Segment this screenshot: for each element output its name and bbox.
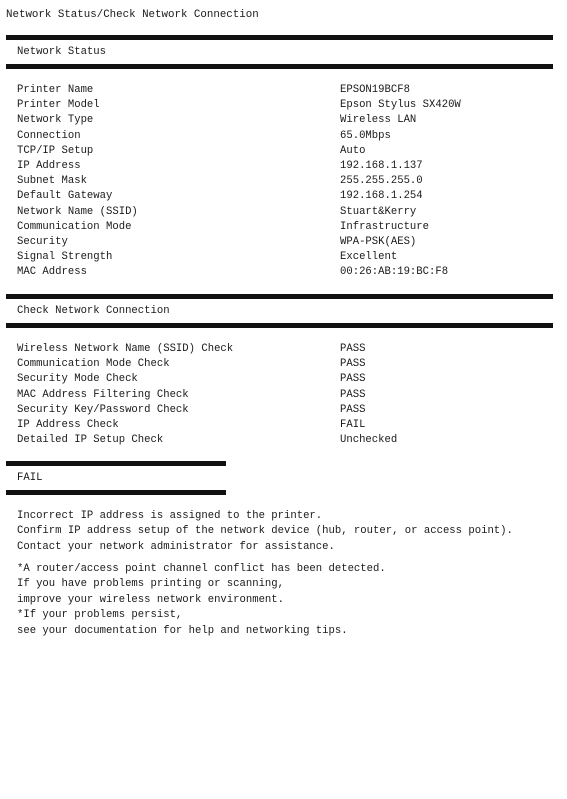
header-rule-bottom <box>6 64 553 69</box>
row-value: 192.168.1.137 <box>340 159 423 172</box>
row-key: Printer Name <box>17 84 94 96</box>
table-row <box>17 174 547 189</box>
result-title: FAIL <box>17 472 43 484</box>
table-row <box>17 403 547 418</box>
row-key: Security <box>17 235 68 248</box>
row-key: Connection <box>17 129 81 142</box>
message-line: improve your wireless network environment. <box>17 593 285 606</box>
header-rule-top <box>6 294 553 299</box>
result-message <box>17 509 557 555</box>
row-key: Communication Mode <box>17 220 132 233</box>
message-line: *If your problems persist, <box>17 609 183 622</box>
table-row <box>17 235 547 250</box>
row-key: Detailed IP Setup Check <box>17 434 164 447</box>
row-key: Network Type <box>17 114 94 127</box>
table-row <box>17 433 547 448</box>
header-rule-top <box>6 461 226 466</box>
row-key: Wireless Network Name (SSID) Check <box>17 343 234 355</box>
row-value: Infrastructure <box>340 220 430 233</box>
row-key: Security Mode Check <box>17 373 138 386</box>
table-row <box>17 159 547 174</box>
message-line: Confirm IP address setup of the network device (hub, router, or access point). <box>17 525 513 538</box>
row-value: 65.0Mbps <box>340 129 391 142</box>
table-row <box>17 189 547 204</box>
row-value: 255.255.255.0 <box>340 175 423 188</box>
row-value: PASS <box>340 403 366 416</box>
row-value: PASS <box>340 358 366 371</box>
table-row <box>17 372 547 387</box>
table-row <box>17 418 547 433</box>
table-row <box>17 83 547 98</box>
row-key: TCP/IP Setup <box>17 144 94 157</box>
network-status-header <box>6 35 553 69</box>
row-key: MAC Address <box>17 266 87 279</box>
row-value: Excellent <box>340 251 398 264</box>
page-title: Network Status/Check Network Connection <box>6 9 259 21</box>
message-line: Incorrect IP address is assigned to the printer. <box>17 510 323 522</box>
table-row <box>17 205 547 220</box>
check-connection-title: Check Network Connection <box>17 305 170 317</box>
row-value: Epson Stylus SX420W <box>340 99 461 112</box>
result-notes <box>17 562 557 639</box>
row-value: PASS <box>340 343 366 355</box>
row-key: MAC Address Filtering Check <box>17 388 189 401</box>
network-status-title: Network Status <box>17 46 107 58</box>
header-rule-bottom <box>6 323 553 328</box>
row-value: Unchecked <box>340 434 398 447</box>
row-value: PASS <box>340 373 366 386</box>
header-rule-bottom <box>6 490 226 495</box>
header-rule-top <box>6 35 553 40</box>
table-row <box>17 388 547 403</box>
row-value: Auto <box>340 144 366 157</box>
table-row <box>17 129 547 144</box>
table-row <box>17 113 547 128</box>
row-key: Signal Strength <box>17 251 113 264</box>
row-value: 00:26:AB:19:BC:F8 <box>340 266 449 279</box>
row-key: Security Key/Password Check <box>17 403 189 416</box>
row-key: Printer Model <box>17 99 100 112</box>
row-key: Network Name (SSID) <box>17 205 138 218</box>
row-key: IP Address Check <box>17 418 119 431</box>
row-key: Communication Mode Check <box>17 358 170 371</box>
check-connection-header <box>6 294 553 328</box>
row-value: Stuart&Kerry <box>340 205 417 218</box>
row-value: FAIL <box>340 418 366 431</box>
row-key: Subnet Mask <box>17 175 87 188</box>
row-value: 192.168.1.254 <box>340 190 423 203</box>
table-row <box>17 250 547 265</box>
message-line: *A router/access point channel conflict has been detected. <box>17 563 386 575</box>
check-connection-table <box>17 342 547 448</box>
table-row <box>17 357 547 372</box>
message-line: Contact your network administrator for assistance. <box>17 540 335 553</box>
table-row <box>17 220 547 235</box>
table-row <box>17 265 547 280</box>
row-value: Wireless LAN <box>340 114 417 127</box>
network-status-table <box>17 83 547 280</box>
row-key: Default Gateway <box>17 190 113 203</box>
message-line: If you have problems printing or scanning, <box>17 578 285 591</box>
table-row <box>17 98 547 113</box>
row-value: EPSON19BCF8 <box>340 84 410 96</box>
result-header <box>6 461 226 495</box>
table-row <box>17 342 547 357</box>
row-key: IP Address <box>17 159 81 172</box>
table-row <box>17 144 547 159</box>
row-value: PASS <box>340 388 366 401</box>
message-line: see your documentation for help and networking tips. <box>17 624 348 637</box>
row-value: WPA-PSK(AES) <box>340 235 417 248</box>
